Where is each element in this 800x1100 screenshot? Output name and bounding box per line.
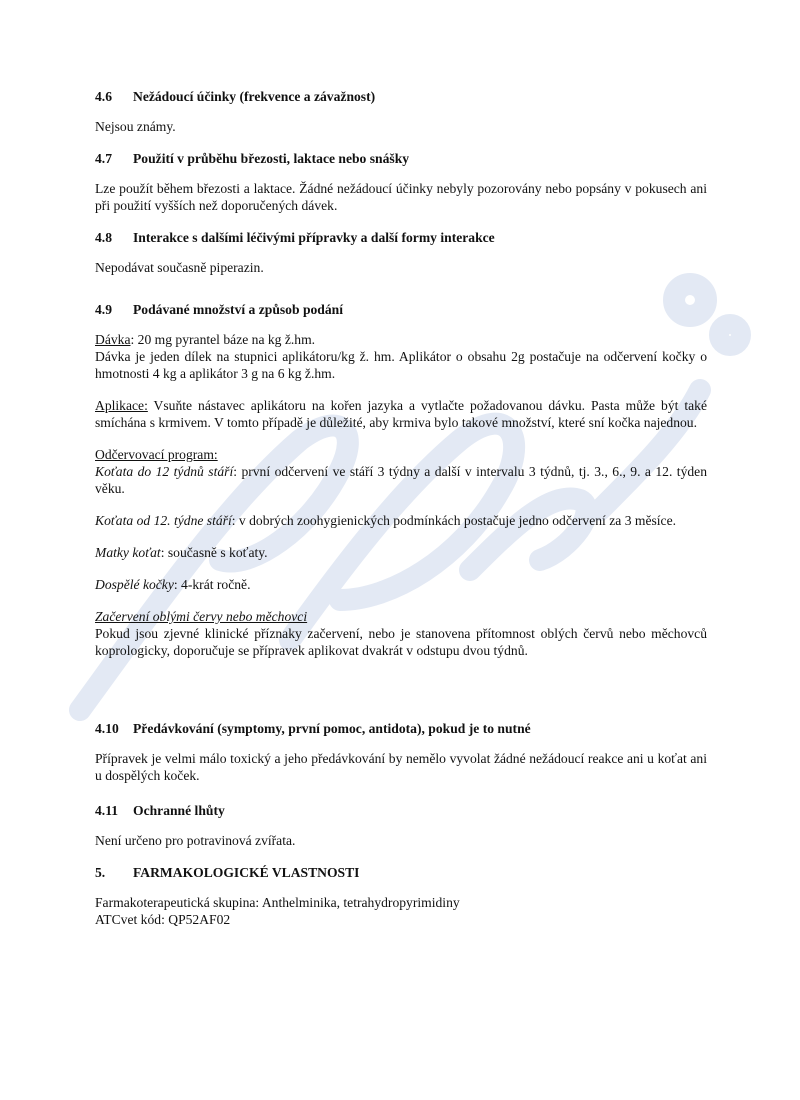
pharmacotherapeutic-group: Farmakoterapeutická skupina: Anthelminika, tetrahydropyrimidiny [95, 895, 460, 910]
section-4-6 [95, 88, 707, 135]
program-heading [95, 446, 707, 463]
section-title: FARMAKOLOGICKÉ VLASTNOSTI [133, 865, 360, 880]
davka-text: : 20 mg pyrantel báze na kg ž.hm. [130, 332, 316, 347]
program-item-label: Matky koťat [95, 545, 161, 560]
program-adult-cats [95, 576, 707, 593]
section-4-8 [95, 229, 707, 276]
aplikace-paragraph [95, 397, 707, 431]
section-number: 5. [95, 865, 106, 880]
section-text: Nepodávat současně piperazin. [95, 260, 264, 275]
atcvet-code: ATCvet kód: QP52AF02 [95, 912, 231, 927]
section-4-7 [95, 150, 707, 214]
section-text: Nejsou známy. [95, 119, 176, 134]
section-4-11 [95, 802, 707, 849]
infestation-label: Začervení oblými červy nebo měchovci [95, 609, 308, 624]
section-number: 4.11 [95, 803, 119, 818]
program-item-text: : první odčervení ve stáří 3 týdny a další v intervalu 3 týdnů, tj. 3., 6., 9. a 12. týden věku. [95, 464, 708, 496]
aplikace-label: Aplikace: [95, 398, 148, 413]
section-text: Lze použít během březosti a laktace. Žádné nežádoucí účinky nebyly pozorovány nebo popsány v pokusech ani při použití vyšších než doporučených dávek. [95, 181, 707, 213]
section-text: Přípravek je velmi málo toxický a jeho předávkování by nemělo vyvolat žádné nežádoucí reakce ani u koťat ani u dospělých koček. [95, 751, 707, 783]
aplikace-text: Vsuňte nástavec aplikátoru na kořen jazyka a vytlačte požadovanou dávku. Pasta může být také smíchána s krmivem. V tomto případě je důležité, aby krmiva bylo takové množství, které sní kočka najednou. [95, 398, 707, 430]
section-heading [95, 802, 707, 819]
program-label: Odčervovací program: [95, 447, 218, 462]
section-title: Předávkování (symptomy, první pomoc, antidota), pokud je to nutné [133, 721, 531, 736]
davka-label: Dávka [95, 332, 131, 347]
program-item-label: Koťata do 12 týdnů stáří [95, 464, 234, 479]
section-title: Použití v průběhu březosti, laktace nebo snášky [133, 151, 410, 166]
section-number: 4.9 [95, 302, 112, 317]
section-heading [95, 720, 707, 737]
section-text: Není určeno pro potravinová zvířata. [95, 833, 296, 848]
section-title: Podávané množství a způsob podání [133, 302, 343, 317]
program-item-text: : 4-krát ročně. [173, 577, 251, 592]
program-item-text: : současně s koťaty. [160, 545, 268, 560]
section-4-9 [95, 301, 707, 659]
section-number: 4.6 [95, 89, 112, 104]
davka-detail: Dávka je jeden dílek na stupnici aplikátoru/kg ž. hm. Aplikátor o obsahu 2g postačuje na odčervení kočky o hmotnosti 4 kg a aplikátor 3 g na 6 kg ž.hm. [95, 349, 707, 381]
section-number: 4.7 [95, 151, 112, 166]
infestation-text: Pokud jsou zjevné klinické příznaky začervení, nebo je stanovena přítomnost oblých červů nebo měchovců koprologicky, doporučuje se přípravek aplikovat dvakrát v odstupu dvou týdnů. [95, 626, 707, 658]
section-number: 4.8 [95, 230, 112, 245]
davka-line [95, 331, 707, 348]
section-4-10 [95, 720, 707, 784]
program-item-label: Koťata od 12. týdne stáří [95, 513, 232, 528]
section-heading [95, 150, 707, 167]
section-5 [95, 864, 707, 928]
section-heading [95, 301, 707, 318]
program-item-label: Dospělé kočky [95, 577, 174, 592]
section-number: 4.10 [95, 721, 119, 736]
section-title: Interakce s dalšími léčivými přípravky a další formy interakce [133, 230, 495, 245]
program-item-text: : v dobrých zoohygienických podmínkách postačuje jedno odčervení za 3 měsíce. [231, 513, 677, 528]
section-heading [95, 88, 707, 105]
program-kittens-over-12 [95, 512, 707, 529]
section-heading [95, 229, 707, 246]
section-title: Ochranné lhůty [133, 803, 225, 818]
program-kittens-under-12 [95, 463, 707, 497]
program-mothers [95, 544, 707, 561]
section-title: Nežádoucí účinky (frekvence a závažnost) [133, 89, 376, 104]
section-heading [95, 864, 707, 881]
infestation-heading [95, 608, 707, 625]
